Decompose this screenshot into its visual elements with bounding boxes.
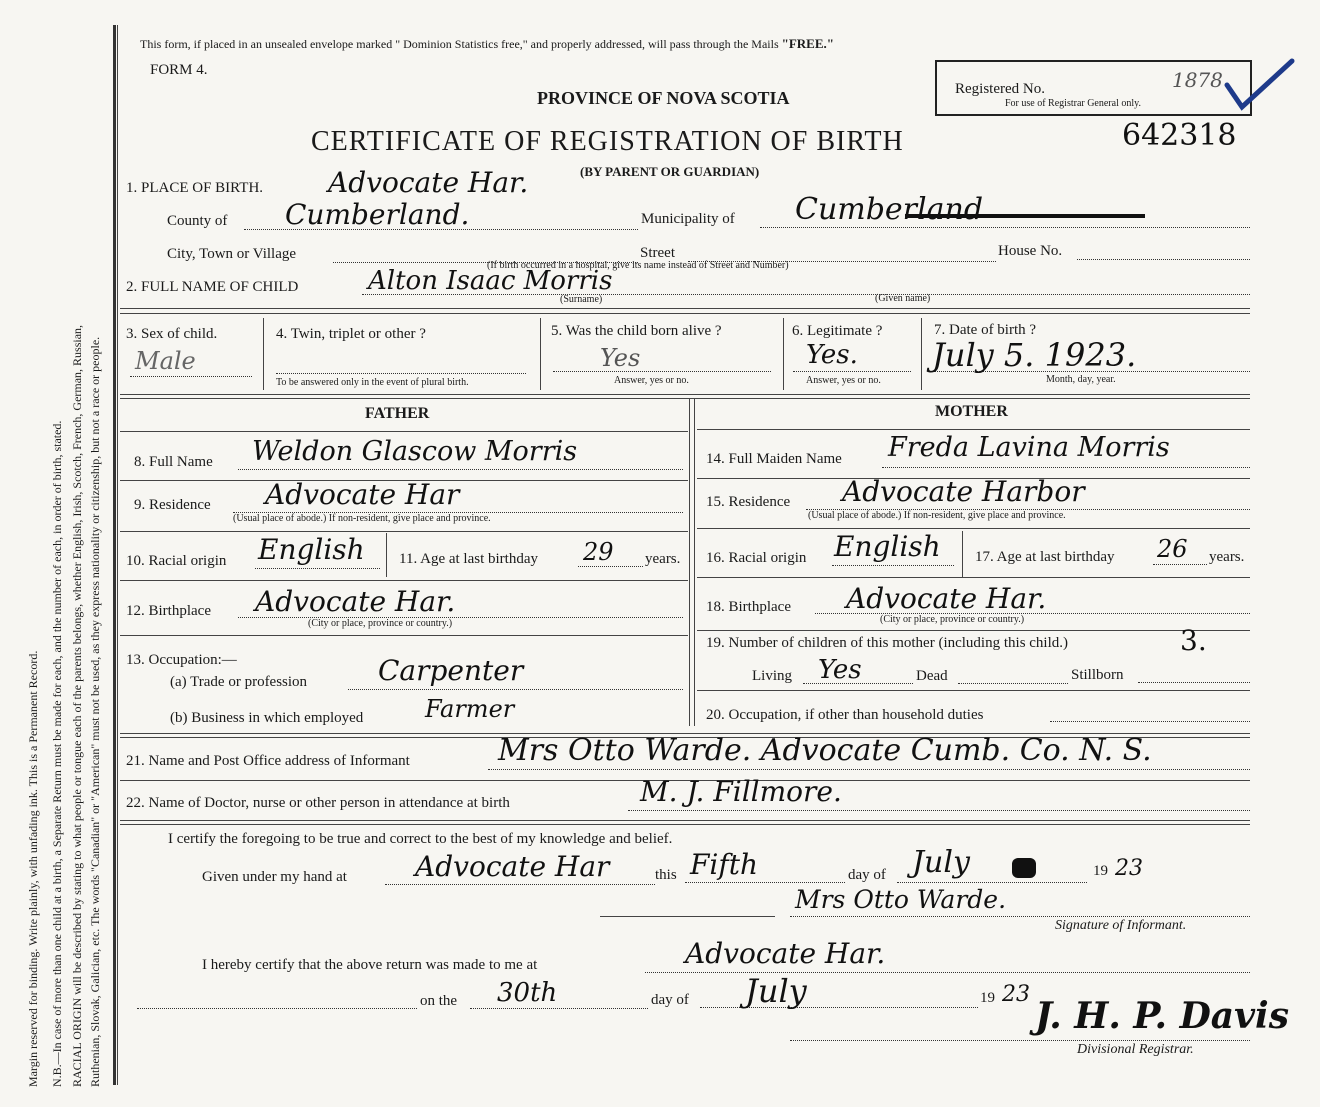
mother-occupation-label: 20. Occupation, if other than household duties — [706, 707, 984, 723]
mother-birthplace-value: Advocate Har. — [846, 582, 1047, 615]
given-place-value: Advocate Har — [415, 850, 610, 883]
father-age-value: 29 — [583, 538, 614, 566]
born-alive-value: Yes — [600, 344, 641, 372]
street-label: Street — [640, 245, 675, 261]
province-title: PROVINCE OF NOVA SCOTIA — [537, 88, 790, 108]
mother-rule-4 — [697, 577, 1250, 578]
mother-birthplace-label: 18. Birthplace — [706, 599, 791, 615]
divider-1b — [120, 313, 1250, 314]
house-number-label: House No. — [998, 243, 1063, 259]
father-racial-line — [255, 568, 380, 569]
born-alive-note: Answer, yes or no. — [614, 375, 689, 386]
given-year-prefix: 19 — [1093, 863, 1108, 879]
house-number-line — [1077, 259, 1250, 260]
given-under-hand-label: Given under my hand at — [202, 869, 347, 885]
father-birthplace-value: Advocate Har. — [255, 585, 456, 618]
registrar-place-line — [645, 972, 1250, 973]
doctor-line — [628, 810, 1250, 811]
registrar-blank-line — [137, 1008, 417, 1009]
mother-name-line — [882, 467, 1250, 468]
legitimate-label: 6. Legitimate ? — [792, 323, 883, 339]
mother-name-label: 14. Full Maiden Name — [706, 451, 842, 467]
mother-children-value: 3. — [1180, 624, 1207, 657]
mother-rule-1 — [697, 429, 1250, 430]
divider-2 — [120, 394, 1250, 395]
mother-age-label: 17. Age at last birthday — [975, 549, 1115, 565]
certificate-title: CERTIFICATE OF REGISTRATION OF BIRTH — [311, 126, 904, 157]
informant-signature: Mrs Otto Warde. — [795, 885, 1007, 914]
father-name-line — [238, 469, 683, 470]
father-name-value: Weldon Glascow Morris — [252, 436, 578, 467]
parents-divider-a — [689, 398, 690, 726]
mother-racial-label: 16. Racial origin — [706, 550, 807, 566]
hospital-note: (If birth occurred in a hospital, give its name instead of Street and Number) — [487, 260, 789, 271]
father-birthplace-note: (City or place, province or country.) — [308, 618, 453, 629]
father-racial-value: English — [258, 533, 365, 566]
mother-rule-5 — [697, 630, 1250, 631]
municipality-value: Cumberland — [795, 192, 984, 227]
mother-age-line — [1153, 564, 1207, 565]
registrar-day-line — [470, 1008, 648, 1009]
father-name-label: 8. Full Name — [134, 454, 213, 470]
registrar-month-line — [700, 1007, 978, 1008]
divider-2b — [120, 398, 1250, 399]
registrar-year-prefix: 19 — [980, 990, 995, 1006]
father-residence-note: (Usual place of abode.) If non-resident, give place and province. — [233, 513, 491, 524]
father-occupation-label: 13. Occupation:— — [126, 652, 237, 668]
this-label: this — [655, 867, 677, 883]
on-the-label: on the — [420, 993, 458, 1009]
registrar-day-value: 30th — [497, 978, 558, 1008]
municipality-line — [760, 227, 1250, 228]
divisional-registrar-label: Divisional Registrar. — [1077, 1042, 1194, 1057]
father-business-label: (b) Business in which employed — [170, 710, 364, 726]
father-birthplace-label: 12. Birthplace — [126, 603, 211, 619]
father-racial-divider — [386, 533, 387, 577]
informant-line — [488, 769, 1250, 770]
given-day-line — [685, 882, 845, 883]
living-label: Living — [752, 668, 792, 684]
signature-rule — [600, 916, 775, 917]
signature-of-informant-label: Signature of Informant. — [1055, 918, 1187, 933]
father-racial-label: 10. Racial origin — [126, 553, 227, 569]
legitimate-line — [793, 371, 911, 372]
municipality-underline — [905, 214, 1145, 218]
margin-note-plural-birth: N.B.—In case of more than one child at a birth, a Separate Return must be made for each, and the number of each, in order of birth, stated. — [50, 420, 64, 1087]
given-name-note: (Given name) — [875, 293, 931, 304]
parents-divider-b — [694, 398, 695, 726]
informant-value: Mrs Otto Warde. Advocate Cumb. Co. N. S. — [498, 733, 1152, 768]
father-residence-value: Advocate Har — [265, 478, 460, 511]
registrar-signature-line — [790, 1040, 1250, 1041]
born-alive-label: 5. Was the child born alive ? — [551, 323, 722, 339]
father-age-label: 11. Age at last birthday — [399, 551, 538, 567]
father-age-line — [578, 566, 643, 567]
father-years-label: years. — [645, 551, 681, 567]
signature-line — [790, 916, 1250, 917]
father-trade-value: Carpenter — [378, 654, 524, 687]
registered-note: For use of Registrar General only. — [1005, 98, 1141, 109]
father-rule-5 — [120, 635, 688, 636]
date-of-birth-value: July 5. 1923. — [932, 336, 1137, 374]
mother-residence-note: (Usual place of abode.) If non-resident, give place and province. — [808, 510, 1066, 521]
doctor-value: M. J. Fillmore. — [640, 775, 842, 808]
dead-label: Dead — [916, 668, 948, 684]
county-value: Cumberland. — [285, 198, 470, 231]
registered-number-box — [935, 60, 1252, 116]
given-year-value: 23 — [1115, 856, 1143, 881]
place-of-birth-label: 1. PLACE OF BIRTH. — [126, 180, 264, 196]
mother-years-label: years. — [1209, 549, 1245, 565]
date-of-birth-label: 7. Date of birth ? — [934, 322, 1037, 338]
binding-rule — [113, 25, 116, 1085]
twin-note: To be answered only in the event of plural birth. — [276, 377, 469, 388]
twin-label: 4. Twin, triplet or other ? — [276, 326, 426, 342]
registered-number-value: 1878 — [1172, 68, 1223, 92]
legitimate-note: Answer, yes or no. — [806, 375, 881, 386]
mother-racial-line — [832, 565, 954, 566]
place-of-birth-value: Advocate Har. — [328, 166, 529, 199]
mother-rule-3 — [697, 528, 1250, 529]
mother-residence-value: Advocate Harbor — [842, 475, 1085, 508]
twin-line — [276, 373, 526, 374]
sex-label: 3. Sex of child. — [126, 326, 218, 342]
living-value: Yes — [818, 655, 862, 685]
postal-notice-free: "FREE." — [781, 36, 834, 51]
given-day-of-label: day of — [848, 867, 886, 883]
row3-divider-2 — [540, 318, 541, 390]
dead-line — [958, 683, 1068, 684]
divider-5 — [120, 820, 1250, 821]
mother-name-value: Freda Lavina Morris — [888, 432, 1170, 463]
stillborn-line — [1138, 682, 1250, 683]
mother-rule-6 — [697, 690, 1250, 691]
sex-value: Male — [135, 347, 196, 375]
registered-label: Registered No. — [955, 81, 1045, 97]
surname-note: (Surname) — [560, 294, 603, 305]
county-label: County of — [167, 213, 228, 229]
sex-line — [130, 376, 252, 377]
mother-racial-divider — [962, 531, 963, 577]
mother-racial-value: English — [834, 530, 941, 563]
registrar-day-of-label: day of — [651, 992, 689, 1008]
divider-5b — [120, 824, 1250, 825]
city-label: City, Town or Village — [167, 246, 297, 262]
mother-birthplace-note: (City or place, province or country.) — [880, 614, 1025, 625]
margin-note-racial-origin-2: Ruthenian, Slovak, Galician, etc. The words "Canadian" or "American" must not be used, as they express nationality or citizenship, but not a race or people. — [88, 336, 102, 1087]
registrar-month-value: July — [745, 972, 807, 1010]
mother-residence-label: 15. Residence — [706, 494, 791, 510]
margin-note-binding: Margin reserved for binding. Write plainly, with unfading ink. This is a Permanent Record. — [26, 650, 40, 1087]
father-trade-line — [348, 689, 683, 690]
divider-1 — [120, 308, 1250, 309]
child-name-value: Alton Isaac Morris — [368, 266, 613, 296]
municipality-label: Municipality of — [641, 211, 735, 227]
registrar-statement: I hereby certify that the above return was made to me at — [202, 957, 538, 973]
registrar-signature: J. H. P. Davis — [1035, 995, 1289, 1037]
given-month-value: July — [912, 845, 970, 880]
stillborn-label: Stillborn — [1071, 667, 1124, 683]
father-business-value: Farmer — [425, 695, 515, 723]
date-of-birth-note: Month, day, year. — [1046, 374, 1116, 385]
certificate-number: 642318 — [1122, 118, 1237, 153]
given-month-line — [897, 882, 1087, 883]
mother-age-value: 26 — [1157, 535, 1188, 563]
doctor-label: 22. Name of Doctor, nurse or other person in attendance at birth — [126, 795, 510, 811]
legitimate-value: Yes. — [806, 340, 858, 370]
margin-note-racial-origin: RACIAL ORIGIN will be described by stating to what people or tongue each of the parents belongs, whether English, Irish, Scotch, French, German, Russian, — [70, 324, 84, 1087]
mother-heading: MOTHER — [935, 403, 1008, 420]
form-number: FORM 4. — [150, 62, 208, 78]
ink-blot — [1012, 858, 1036, 878]
registrar-place-value: Advocate Har. — [685, 937, 886, 970]
given-place-line — [385, 884, 655, 885]
binding-rule-inner — [117, 25, 118, 1085]
certificate-subtitle: (BY PARENT OR GUARDIAN) — [580, 164, 760, 179]
row3-divider-1 — [263, 318, 264, 390]
born-alive-line — [553, 371, 771, 372]
father-heading: FATHER — [365, 405, 430, 422]
father-rule-4 — [120, 580, 688, 581]
check-mark-icon — [1222, 55, 1297, 115]
father-trade-label: (a) Trade or profession — [170, 674, 308, 690]
certify-statement: I certify the foregoing to be true and correct to the best of my knowledge and belief. — [168, 831, 673, 847]
father-rule-1 — [120, 431, 688, 432]
row3-divider-3 — [783, 318, 784, 390]
given-day-value: Fifth — [690, 848, 759, 881]
father-rule-3 — [120, 531, 688, 532]
registrar-year-value: 23 — [1002, 982, 1030, 1007]
postal-notice-text: This form, if placed in an unsealed envelope marked " Dominion Statistics free," and properly addressed, will pass through the Mails — [140, 37, 782, 51]
child-name-label: 2. FULL NAME OF CHILD — [126, 279, 299, 295]
row3-divider-4 — [921, 318, 922, 390]
postal-notice — [140, 36, 834, 52]
father-residence-label: 9. Residence — [134, 497, 211, 513]
mother-children-label: 19. Number of children of this mother (including this child.) — [706, 635, 1069, 651]
mother-occupation-line — [1050, 721, 1250, 722]
informant-label: 21. Name and Post Office address of Informant — [126, 753, 410, 769]
